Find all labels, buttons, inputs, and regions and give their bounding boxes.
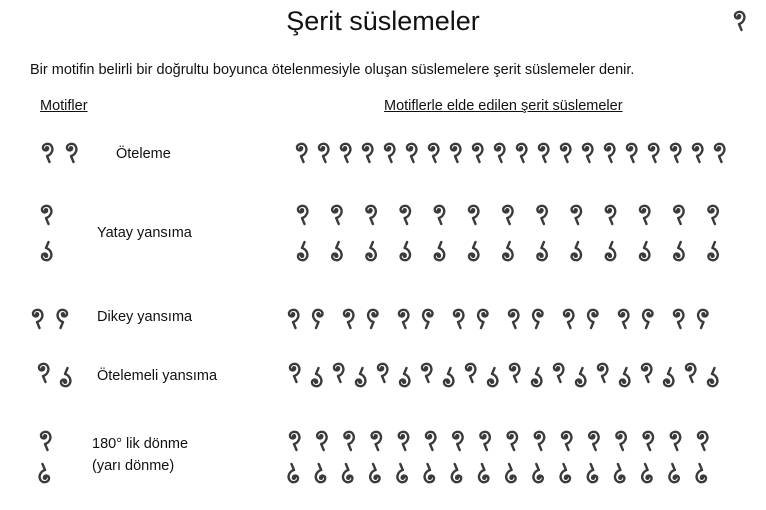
frieze-half-turn-motif bbox=[616, 432, 625, 450]
frieze-half-turn-motif bbox=[644, 432, 653, 450]
frieze-glide-reflection-motif bbox=[444, 368, 453, 386]
frieze-half-turn-motif bbox=[588, 464, 597, 482]
frieze-translation-motif bbox=[561, 144, 570, 162]
row-label-horizontal-reflection: Yatay yansıma bbox=[97, 225, 192, 241]
frieze-vertical-reflection-motif bbox=[478, 310, 487, 328]
frieze-translation-motif bbox=[715, 144, 724, 162]
frieze-horizontal-reflection-motif bbox=[469, 242, 478, 260]
motif-glide-reflection bbox=[39, 364, 48, 382]
frieze-translation-motif bbox=[385, 144, 394, 162]
motif-translation bbox=[43, 144, 52, 162]
motif-horizontal-reflection bbox=[42, 206, 51, 224]
frieze-half-turn-motif bbox=[452, 464, 461, 482]
frieze-glide-reflection-motif bbox=[488, 368, 497, 386]
frieze-half-turn-motif bbox=[561, 464, 570, 482]
frieze-glide-reflection-motif bbox=[642, 364, 651, 382]
frieze-horizontal-reflection-motif bbox=[332, 206, 341, 224]
frieze-translation-motif bbox=[605, 144, 614, 162]
frieze-translation-motif bbox=[473, 144, 482, 162]
frieze-half-turn-motif bbox=[479, 464, 488, 482]
frieze-horizontal-reflection-motif bbox=[537, 242, 546, 260]
frieze-horizontal-reflection-motif bbox=[366, 206, 375, 224]
frieze-vertical-reflection-motif bbox=[674, 310, 683, 328]
frieze-vertical-reflection-motif bbox=[509, 310, 518, 328]
frieze-horizontal-reflection-motif bbox=[435, 242, 444, 260]
frieze-glide-reflection-motif bbox=[620, 368, 629, 386]
frieze-translation-motif bbox=[539, 144, 548, 162]
frieze-glide-reflection-motif bbox=[422, 364, 431, 382]
frieze-glide-reflection-motif bbox=[400, 368, 409, 386]
frieze-translation-motif bbox=[671, 144, 680, 162]
corner-ornament bbox=[735, 12, 744, 30]
frieze-vertical-reflection-motif bbox=[619, 310, 628, 328]
frieze-glide-reflection-motif bbox=[576, 368, 585, 386]
motifs-column-heading: Motifler bbox=[40, 98, 88, 114]
frieze-glide-reflection-motif bbox=[290, 364, 299, 382]
frieze-horizontal-reflection-motif bbox=[298, 206, 307, 224]
frieze-glide-reflection-motif bbox=[554, 364, 563, 382]
frieze-vertical-reflection-motif bbox=[289, 310, 298, 328]
frieze-half-turn-motif bbox=[671, 432, 680, 450]
frieze-half-turn-motif bbox=[642, 464, 651, 482]
frieze-half-turn-motif bbox=[317, 432, 326, 450]
frieze-glide-reflection-motif bbox=[598, 364, 607, 382]
frieze-vertical-reflection-motif bbox=[313, 310, 322, 328]
frieze-vertical-reflection-motif bbox=[368, 310, 377, 328]
frieze-glide-reflection-motif bbox=[708, 368, 717, 386]
frieze-half-turn-motif bbox=[562, 432, 571, 450]
definition-text: Bir motifin belirli bir doğrultu boyunca ötelenmesiyle oluşan süslemelere şerit süslemeler denir. bbox=[30, 62, 635, 78]
frieze-half-turn-motif bbox=[506, 464, 515, 482]
frieze-half-turn-motif bbox=[453, 432, 462, 450]
frieze-vertical-reflection-motif bbox=[344, 310, 353, 328]
frieze-half-turn-motif bbox=[698, 432, 707, 450]
frieze-half-turn-motif bbox=[397, 464, 406, 482]
motif-vertical-reflection bbox=[58, 310, 67, 328]
frieze-horizontal-reflection-motif bbox=[298, 242, 307, 260]
frieze-glide-reflection-motif bbox=[466, 364, 475, 382]
frieze-vertical-reflection-motif bbox=[643, 310, 652, 328]
frieze-glide-reflection-motif bbox=[378, 364, 387, 382]
frieze-horizontal-reflection-motif bbox=[572, 242, 581, 260]
frieze-horizontal-reflection-motif bbox=[674, 242, 683, 260]
frieze-translation-motif bbox=[429, 144, 438, 162]
frieze-half-turn-motif bbox=[589, 432, 598, 450]
frieze-half-turn-motif bbox=[426, 432, 435, 450]
frieze-translation-motif bbox=[627, 144, 636, 162]
motif-horizontal-reflection bbox=[42, 242, 51, 260]
frieze-translation-motif bbox=[319, 144, 328, 162]
frieze-horizontal-reflection-motif bbox=[435, 206, 444, 224]
frieze-translation-motif bbox=[451, 144, 460, 162]
row-label-glide-reflection: Ötelemeli yansıma bbox=[97, 368, 218, 384]
frieze-horizontal-reflection-motif bbox=[572, 206, 581, 224]
frieze-horizontal-reflection-motif bbox=[640, 242, 649, 260]
frieze-horizontal-reflection-motif bbox=[537, 206, 546, 224]
frieze-vertical-reflection-motif bbox=[564, 310, 573, 328]
frieze-half-turn-motif bbox=[533, 464, 542, 482]
frieze-half-turn-motif bbox=[508, 432, 517, 450]
frieze-translation-motif bbox=[297, 144, 306, 162]
row-label-half-turn-line1: 180° lik dönme bbox=[92, 436, 189, 452]
frieze-horizontal-reflection-motif bbox=[606, 242, 615, 260]
frieze-half-turn-motif bbox=[370, 464, 379, 482]
motif-half-turn bbox=[41, 432, 50, 450]
frieze-half-turn-motif bbox=[343, 464, 352, 482]
frieze-vertical-reflection-motif bbox=[533, 310, 542, 328]
frieze-half-turn-motif bbox=[344, 432, 353, 450]
frieze-half-turn-motif bbox=[669, 464, 678, 482]
frieze-horizontal-reflection-motif bbox=[401, 206, 410, 224]
frieze-half-turn-motif bbox=[615, 464, 624, 482]
frieze-glide-reflection-motif bbox=[686, 364, 695, 382]
row-label-translation: Öteleme bbox=[116, 146, 171, 162]
frieze-translation-motif bbox=[649, 144, 658, 162]
frieze-translation-motif bbox=[363, 144, 372, 162]
motif-half-turn bbox=[40, 464, 49, 482]
frieze-vertical-reflection-motif bbox=[454, 310, 463, 328]
page-title: Şerit süslemeler bbox=[286, 6, 480, 36]
frieze-vertical-reflection-motif bbox=[698, 310, 707, 328]
frieze-half-turn-motif bbox=[372, 432, 381, 450]
frieze-glide-reflection-motif bbox=[532, 368, 541, 386]
frieze-horizontal-reflection-motif bbox=[674, 206, 683, 224]
frieze-half-turn-motif bbox=[425, 464, 434, 482]
frieze-horizontal-reflection-motif bbox=[401, 242, 410, 260]
frieze-horizontal-reflection-motif bbox=[469, 206, 478, 224]
frieze-glide-reflection-motif bbox=[510, 364, 519, 382]
frieze-horizontal-reflection-motif bbox=[503, 206, 512, 224]
frieze-half-turn-motif bbox=[289, 464, 298, 482]
frieze-horizontal-reflection-motif bbox=[366, 242, 375, 260]
frieze-half-turn-motif bbox=[480, 432, 489, 450]
frieze-vertical-reflection-motif bbox=[399, 310, 408, 328]
frieze-horizontal-reflection-motif bbox=[332, 242, 341, 260]
row-label-half-turn-line2: (yarı dönme) bbox=[92, 458, 175, 474]
friezes-column-heading: Motiflerle elde edilen şerit süslemeler bbox=[384, 98, 623, 114]
frieze-translation-motif bbox=[407, 144, 416, 162]
frieze-horizontal-reflection-motif bbox=[606, 206, 615, 224]
frieze-vertical-reflection-motif bbox=[423, 310, 432, 328]
frieze-glide-reflection-motif bbox=[664, 368, 673, 386]
motif-glide-reflection bbox=[61, 368, 70, 386]
frieze-horizontal-reflection-motif bbox=[640, 206, 649, 224]
frieze-half-turn-motif bbox=[290, 432, 299, 450]
motif-translation bbox=[67, 144, 76, 162]
frieze-half-turn-motif bbox=[316, 464, 325, 482]
row-label-vertical-reflection: Dikey yansıma bbox=[97, 309, 193, 325]
frieze-glide-reflection-motif bbox=[312, 368, 321, 386]
frieze-glide-reflection-motif bbox=[334, 364, 343, 382]
frieze-half-turn-motif bbox=[697, 464, 706, 482]
frieze-vertical-reflection-motif bbox=[588, 310, 597, 328]
frieze-translation-motif bbox=[495, 144, 504, 162]
frieze-translation-motif bbox=[517, 144, 526, 162]
frieze-glide-reflection-motif bbox=[356, 368, 365, 386]
frieze-horizontal-reflection-motif bbox=[708, 206, 717, 224]
frieze-translation-motif bbox=[583, 144, 592, 162]
frieze-horizontal-reflection-motif bbox=[503, 242, 512, 260]
frieze-horizontal-reflection-motif bbox=[708, 242, 717, 260]
frieze-half-turn-motif bbox=[535, 432, 544, 450]
frieze-half-turn-motif bbox=[399, 432, 408, 450]
frieze-translation-motif bbox=[341, 144, 350, 162]
motif-vertical-reflection bbox=[33, 310, 42, 328]
frieze-translation-motif bbox=[693, 144, 702, 162]
